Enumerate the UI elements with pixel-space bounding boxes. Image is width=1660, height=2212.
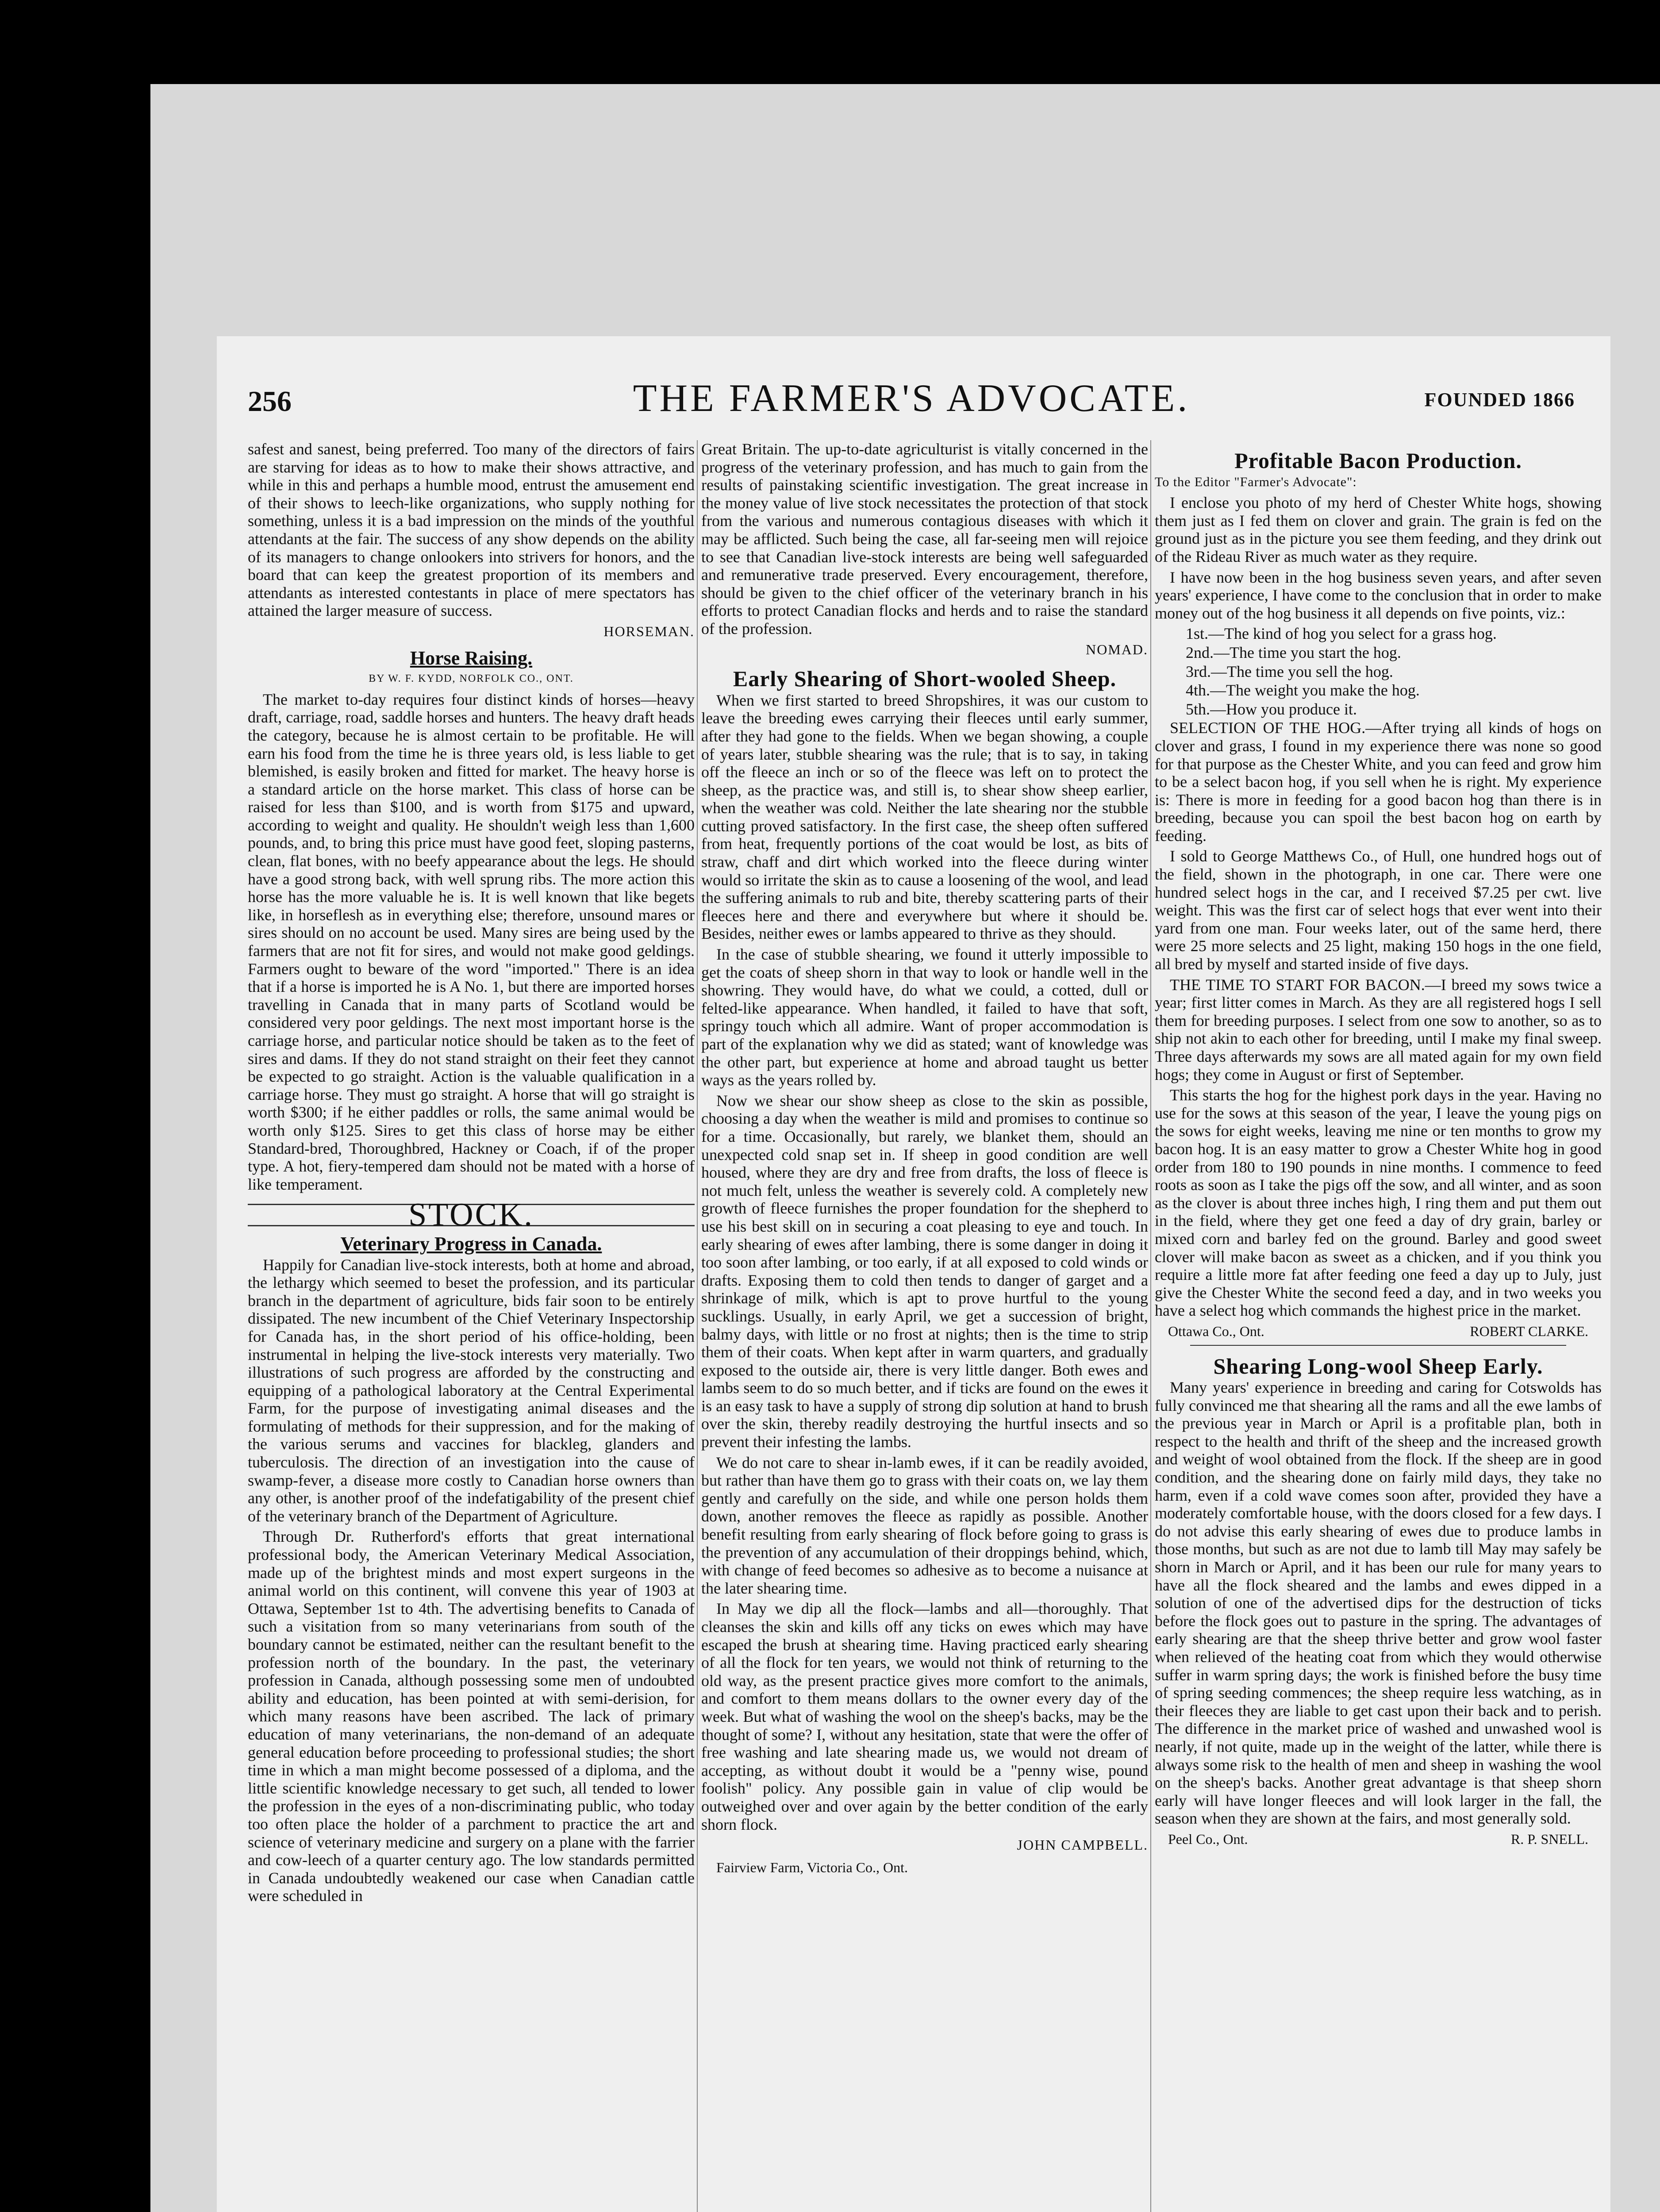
fair-article-signature: HORSEMAN. — [603, 623, 695, 639]
veterinary-paragraph-1: Happily for Canadian live-stock interests, both at home and abroad, the lethargy which seemed to beset the profession, and its particular branch in the department of agriculture, bids fair soon to be entirely dissipated. The new incumbent of the Chief Veterinary Inspectorship for Canada has, in the short period of his office-holding, been instrumental in helping the live-stock interests very materially. Two illustrations of such progress are afforded by the constructing and equipping of a pathological laboratory at the Central Experimental Farm, for the purpose of investigating animal diseases and the formulating of methods for their suppression, and for the making of the various serums and vaccines for blackleg, glanders and tuberculosis. The direction of an investigation into the cause of swamp-fever, a disease more costly to Canadian horse owners than any other, is another proof of the indefatigability of the present chief of the veterinary branch of the Department of Agriculture. — [248, 1256, 695, 1525]
early-shearing-signature: JOHN CAMPBELL. — [1017, 1837, 1148, 1853]
bacon-list-item: 1st.—The kind of hog you select for a grass hog. — [1186, 625, 1497, 643]
early-shearing-title: Early Shearing of Short-wooled Sheep. — [733, 666, 1117, 691]
longwool-signature-line — [1155, 1830, 1602, 1848]
early-shearing-paragraph-3: Now we shear our show sheep as close to the skin as possible, choosing a day when the weather is mild and promises to continue so for a time. Occasionally, but rarely, we blanket them, should an unexpected cold snap set in. If sheep in good condition are well housed, where they are dry and free from drafts, the loss of fleece is not much felt, unless the weather is severely cold. A completely new growth of fleece furnishes the proper foundation for the shepherd to use his best skill on in securing a coat pleasing to eye and touch. In early shearing of ewes after lambing, there is some danger in doing it too soon after lambing, or too early, if at all exposed to cold winds or drafts. Exposing them to cold then tends to danger of garget and a shrinkage of milk, which is apt to prove hurtful to the young sucklings. Usually, in early April, we get a succession of bright, balmy days, with little or no frost at nights; then is the time to strip them of their coats. When kept after in warm quarters, and gradually exposed to the outside air, there is very little danger. Both ewes and lambs seem to do so much better, and if ticks are found on the ewes it is an easy task to have a supply of strong dip solution at hand to brush over the skin, thereby readily destroying the hurtful insects and so prevent their infesting the lambs. — [701, 1091, 1148, 1451]
early-shearing-paragraph-5: In May we dip all the flock—lambs and all—thoroughly. That cleanses the skin and kills off any ticks on ewes which may have escaped the brush at shearing time. Having practiced early shearing of all the flock for ten years, we would not think of returning to the old way, as the present practice gives more comfort to the animals, and comfort to them means dollars to the owner every day of the week. But what of washing the wool on the sheep's backs, may be the thought of some? I, without any hesitation, state that were the offer of free washing and late shearing made us, we would not dream of accepting, as without doubt it would be a "penny wise, pound foolish" policy. Any possible gain in value of clip would be outweighed over and over again by the better condition of the early shorn flock. — [701, 1600, 1148, 1833]
early-shearing-paragraph-1: When we first started to breed Shropshires, it was our custom to leave the breeding ewes carrying their fleeces until early summer, after they had gone to the fields. When we began showing, a couple of years later, stubble shearing was the rule; that is to say, in taking off the fleece an inch or so of the fleece was left on to protect the sheep, as the practice was, and still is, to shear show sheep earlier, when the weather was cold. Neither the late shearing nor the stubble cutting proved satisfactory. In the first case, the sheep often suffered from heat, frequently portions of the coat would be lost, as bits of straw, chaff and dirt which worked into the fleece during winter would so irritate the skin as to cause a loosening of the wool, and lead the suffering animals to rub and bite, thereby scattering parts of their fleeces here and there and everywhere but where it should be. Besides, neither ewes or lambs appeared to thrive as they should. — [701, 691, 1148, 943]
page-header — [248, 372, 1575, 434]
founded-note: FOUNDED 1866 — [1424, 389, 1575, 411]
early-shearing-paragraph-2: In the case of stubble shearing, we found it utterly impossible to get the coats of sheep shorn in that way to look or handle well in the showring. They would have, do what we could, a cotted, dull or felted-like appearance. When handled, it failed to have that soft, springy touch which all admire. Want of proper accommodation is part of the explanation why we did as stated; want of knowledge was the other part, but experience at home and abroad taught us better ways as the years rolled by. — [701, 945, 1148, 1089]
veterinary-paragraph-2: Through Dr. Rutherford's efforts that great international professional body, the American Veterinary Medical Association, made up of the brightest minds and most expert surgeons in the animal world on this continent, will convene this year of 1903 at Ottawa, September 1st to 4th. The advertising benefits to Canada of such a visitation from so many veterinarians from south of the boundary cannot be estimated, neither can the resultant benefit to the profession north of the boundary. In the past, the veterinary profession in Canada, although possessing some men of undoubted ability and education, has been pointed at with semi-derision, for which many reasons have been ascribed. The lack of primary education of many veterinarians, the non-demand of an adequate general education before proceeding to professional studies; the short time in which a man might become possessed of a diploma, and the little scientific knowledge necessary to get such, all tended to lower the profession in the eyes of a non-discriminating public, who today too often place the holder of a parchment to practice the art and science of veterinary medicine and surgery on a plane with the farrier and cow-leech of a quarter century ago. The low standards permitted in Canada undoubtedly weakened our case when Canadian cattle were scheduled in — [248, 1528, 695, 1905]
column-3 — [1155, 440, 1602, 2212]
longwool-paragraph: Many years' experience in breeding and caring for Cotswolds has fully convinced me that shearing all the rams and all the ewe lambs of the previous year in March or April is a profitable plan, both in respect to the health and thrift of the sheep and the increased growth and weight of wool obtained from the flock. If the sheep are in good condition, and the shearing done on fairly mild days, they take no harm, even if a cold wave comes soon after, provided they have a moderately comfortable house, with the doors closed for a few days. I do not advise this early shearing of ewes due to produce lambs in those months, but such as are not due to lamb till May may safely be shorn in March or April, and it has been our rule for many years to have all the flock sheared and the lambs and ewes dipped in a solution of one of the advertised dips for the destruction of ticks before the flock goes out to pasture in the spring. The advantages of early shearing are that the sheep thrive better and grow wool faster when relieved of the heating coat from which they would otherwise suffer in warm spring days; the work is finished before the busy time of spring seeding commences; the sheep require less watching, as in their fleeces they are liable to get cast upon their back and to perish. The difference in the market price of washed and unwashed wool is nearly, if not quite, made up in the weight of the latter, while there is always some risk to the health of men and sheep in washing the wool on the sheep's backs. Another great advantage is that sheep shorn early will have longer fleeces and will look larger in the fall, the season when they are shown at the fairs, and most generally sold. — [1155, 1379, 1602, 1828]
bacon-paragraph-5: THE TIME TO START FOR BACON.—I breed my sows twice a year; first litter comes in March. As they are all registered hogs I sell them for breeding purposes. I select from one sow to another, so as to ship not akin to each other for breeding, until I make my final sweep. Three days afterwards my sows are all mated again for my own field hogs; they come in August or first of September. — [1155, 975, 1602, 1083]
column-divider-2 — [1150, 440, 1151, 2212]
early-shearing-location: Fairview Farm, Victoria Co., Ont. — [716, 1859, 908, 1875]
bacon-production-title: Profitable Bacon Production. — [1234, 448, 1522, 473]
longwool-signature-name: R. P. SNELL. — [1510, 1831, 1588, 1847]
bacon-paragraph-1: I enclose you photo of my herd of Chester White hogs, showing them just as I fed them on clover and grain. The grain is fed on the ground just as in the picture you see them feeding, and they drink out of the Rideau River as much water as they require. — [1155, 494, 1602, 565]
bacon-paragraph-4: I sold to George Matthews Co., of Hull, one hundred hogs out of the field, shown in the photograph, in one car. There were one hundred select hogs in the car, and I received $7.25 per cwt. live weight. This was the first car of select hogs that ever went into their yard from one man. Four weeks later, out of the same herd, there were 25 more selects and 25 light, making 150 hogs in the one field, all bred by myself and started inside of five days. — [1155, 847, 1602, 973]
longwool-shearing-title: Shearing Long-wool Sheep Early. — [1213, 1353, 1543, 1379]
stock-section-heading: STOCK. — [248, 1204, 695, 1226]
veterinary-progress-title: Veterinary Progress in Canada. — [340, 1233, 602, 1255]
early-shearing-paragraph-4: We do not care to shear in-lamb ewes, if it can be readily avoided, but rather than have them go to grass with their coats on, we lay them gently and carefully on the side, and while one person holds them down, another removes the fleece as rapidly as possible. Another benefit resulting from early shearing of flock before going to grass is the prevention of any accumulation of their droppings behind, which, with change of feed becomes so adhesive as to become a nuisance at the later shearing time. — [701, 1453, 1148, 1597]
longwool-signature-location: Peel Co., Ont. — [1168, 1831, 1248, 1847]
bacon-list-item: 3rd.—The time you sell the hog. — [1186, 662, 1393, 680]
bacon-salutation: To the Editor "Farmer's Advocate": — [1155, 474, 1357, 489]
article-divider — [1190, 1345, 1566, 1346]
column-2 — [701, 440, 1148, 2212]
column-divider-1 — [697, 440, 698, 2212]
veterinary-continuation: Great Britain. The up-to-date agriculturist is vitally concerned in the progress of the veterinary profession, and has much to gain from the results of painstaking scientific investigation. The great increase in the money value of live stock necessitates the protection of that stock from the various and numerous contagious diseases with which it may be afflicted. Such being the case, all far-seeing men will rejoice to see that Canadian live-stock interests are being well safeguarded and remunerative trade preserved. Every encouragement, therefore, should be given to the chief officer of the veterinary branch in his efforts to protect Canadian flocks and herds and to raise the standard of the profession. — [701, 440, 1148, 637]
horse-raising-title: Horse Raising. — [410, 647, 533, 669]
bacon-paragraph-2: I have now been in the hog business seven years, and after seven years' experience, I have come to the conclusion that in order to make money out of the hog business it all depends on five points, viz.: — [1155, 568, 1602, 622]
veterinary-signature: NOMAD. — [1086, 641, 1148, 657]
bacon-list-item: 4th.—The weight you make the hog. — [1186, 681, 1420, 699]
bacon-signature-location: Ottawa Co., Ont. — [1168, 1323, 1264, 1339]
bacon-list-item: 5th.—How you produce it. — [1186, 700, 1357, 718]
bacon-paragraph-3: SELECTION OF THE HOG.—After trying all kinds of hogs on clover and grass, I found in my experience there was none so good for that purpose as the Chester White, and you can feed and grow him to be a select bacon hog, if you sell when he is right. My experience is: There is more in feeding for a good bacon hog than there is in breeding, because you can spoil the best bacon hog on earth by feeding. — [1155, 719, 1602, 845]
column-1 — [248, 440, 695, 2212]
horse-raising-byline: BY W. F. KYDD, NORFOLK CO., ONT. — [369, 673, 574, 685]
bacon-signature-name: ROBERT CLARKE. — [1470, 1323, 1588, 1339]
masthead: THE FARMER'S ADVOCATE. — [633, 377, 1190, 420]
page-number: 256 — [248, 385, 292, 418]
horse-raising-paragraph: The market to-day requires four distinct kinds of horses—heavy draft, carriage, road, saddle horses and hunters. The heavy draft heads the category, because he is almost certain to be profitable. He will earn his food from the time he is three years old, is less liable to get blemished, is easily broken and fitted for market. The heavy horse is a standard article on the horse market. This class of horse can be raised for less than $100, and is worth from $175 and upward, according to weight and quality. He shouldn't weigh less than 1,600 pounds, and, to bring this price must have good feet, sloping pasterns, clean, flat bones, with no beefy appearance about the legs. He should have a good strong back, with well sprung ribs. The more action this horse has the more valuable he is. It is well known that like begets like, in horseflesh as in everything else; therefore, unsound mares or sires should on no account be used. Many sires are being used by the farmers that are not fit for sires, and would not make good geldings. Farmers ought to beware of the word "imported." There is an idea that if a horse is imported he is A No. 1, but there are imported horses travelling in Canada that in many parts of Scotland would be considered very poor geldings. The next most important horse is the carriage horse, and particular notice should be taken as to the feet of sires and dams. If they do not stand straight on their feet they cannot be expected to go straight. Action is the valuable qualification in a carriage horse. They must go straight. A horse that will go straight is worth $300; if he either paddles or rolls, the same animal would be worth only $125. Sires to get this class of horse may be either Standard-bred, Thoroughbred, Hackney or Coach, if of the proper type. A hot, fiery-tempered dam should not be mated with a horse of like temperament. — [248, 690, 695, 1193]
newspaper-page — [217, 336, 1610, 2212]
bacon-list-item: 2nd.—The time you start the hog. — [1186, 643, 1401, 661]
bacon-paragraph-6: This starts the hog for the highest pork days in the year. Having no use for the sows at this season of the year, I leave the young pigs on the sows for eight weeks, leaving me nine or ten months to grow my bacon hog. It is an easy matter to grow a Chester White hog in good order from 180 to 190 pounds in nine months. I commence to feed roots as soon as I take the pigs off the sow, and all winter, and as soon as the clover is about three inches high, I ring them and put them out in the field, where they get one feed a day of dry grain, barley or mixed corn and barley fed on the ground. Barley and good sweet clover will make bacon as sweet as a chicken, and if you think you require a little more fat after feeding one feed a day up to July, just give the Chester White the second feed a day, and in two weeks you have a select hog which commands the highest price in the market. — [1155, 1086, 1602, 1320]
fair-article-ending: safest and sanest, being preferred. Too many of the directors of fairs are starving for ideas as to how to make their shows attractive, and while in this and perhaps a humble mood, entrust the amusement end of their shows to leech-like organizations, who supply nothing for something, unless it is a bad impression on the minds of the youthful attendants at the fair. The success of any show depends on the ability of its managers to change onlookers into strivers for honors, and the board that can keep the greatest proportion of its members and attendants as interested contestants in place of mere spectators has attained the larger measure of success. — [248, 440, 695, 620]
bacon-signature-line — [1155, 1322, 1602, 1340]
